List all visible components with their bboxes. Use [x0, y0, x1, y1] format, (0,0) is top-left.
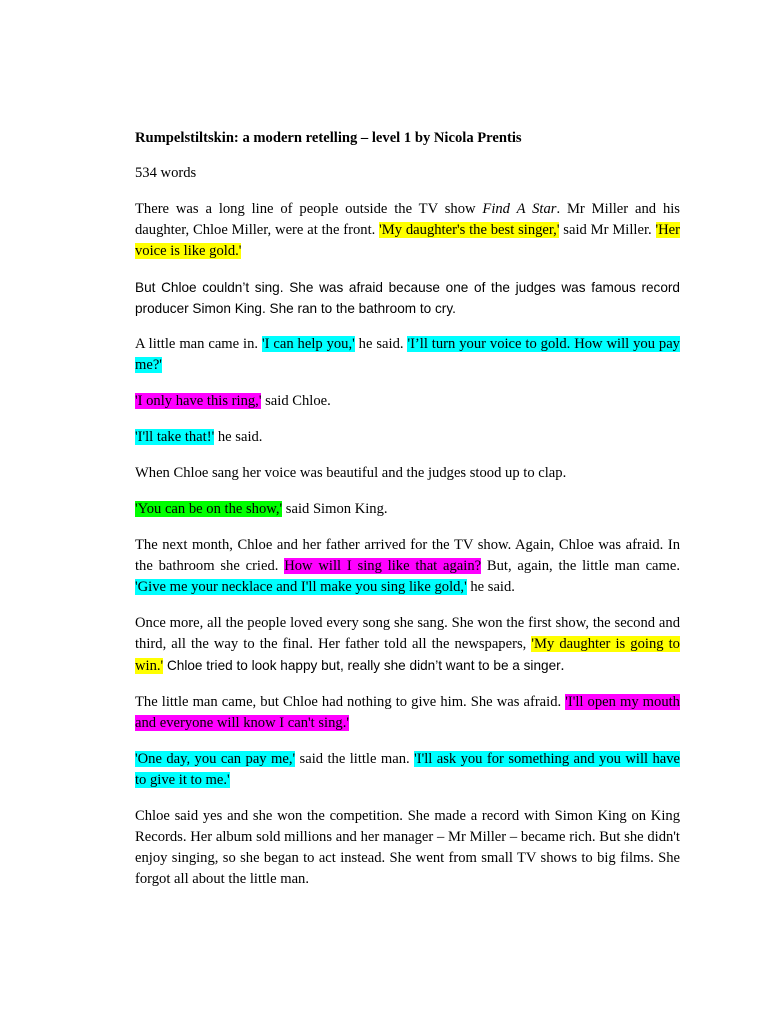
- text-segment: But, again, the little man came.: [481, 558, 681, 574]
- text-segment: Chloe said yes and she won the competition. She made a record with Simon King on King Records. Her album sold millions and her manager – Mr Miller – became rich. But she didn't enjoy singing, so she began to act instead. She went from small TV shows to big films. She forgot all about the little man.: [135, 808, 680, 887]
- text-segment: he said.: [466, 579, 515, 595]
- paragraph-7: [135, 499, 680, 520]
- text-segment: . Mr Miller and his daughter, Chloe Miller, were at the front.: [135, 201, 680, 238]
- highlight-cyan: 'I'll take that!': [135, 429, 215, 445]
- paragraph-4: [135, 391, 680, 412]
- highlight-magenta: How will I sing like that again?: [284, 558, 482, 574]
- highlight-magenta: 'I only have this ring,': [135, 393, 262, 409]
- highlight-cyan: 'I can help you,': [261, 336, 355, 352]
- text-segment: said Simon King.: [282, 501, 388, 517]
- paragraph-2: [135, 277, 680, 319]
- text-segment: But Chloe couldn’t sing. She was afraid because one of the judges was famous record producer Simon King. She ran to the bathroom to cry.: [135, 280, 680, 316]
- highlight-cyan: 'I'll ask you for something and you will have to give it to me.': [135, 751, 681, 788]
- highlight-cyan: 'One day, you can pay me,': [135, 751, 296, 767]
- paragraph-12: [135, 806, 680, 890]
- highlight-magenta: 'I'll open my mouth and everyone will know I can't sing.': [135, 694, 680, 731]
- highlight-cyan: 'I’ll turn your voice to gold. How will you pay me?': [135, 336, 680, 373]
- paragraph-3: [135, 334, 680, 376]
- paragraph-6: [135, 463, 680, 484]
- text-segment: .: [560, 658, 565, 674]
- text-segment: The little man came, but Chloe had nothing to give him. She was afraid.: [135, 694, 566, 710]
- paragraph-9: [135, 613, 680, 677]
- highlight-yellow: 'Her voice is like gold.': [135, 222, 681, 259]
- highlight-cyan: 'Give me your necklace and I'll make you sing like gold,': [135, 579, 467, 595]
- paragraph-5: [135, 427, 680, 448]
- text-segment: said Mr Miller.: [559, 222, 656, 238]
- show-title-italic: Find A Star: [482, 201, 557, 217]
- text-segment: he said.: [354, 336, 408, 352]
- paragraph-10: [135, 692, 680, 734]
- text-segment: A little man came in.: [135, 336, 262, 352]
- document-page: [135, 128, 680, 905]
- text-segment: said the little man.: [295, 751, 415, 767]
- text-segment: Chloe tried to look happy but, really she didn’t want to be a singer: [163, 658, 561, 673]
- paragraph-1: [135, 199, 680, 262]
- paragraph-8: [135, 535, 680, 598]
- word-count: 534 words: [135, 165, 197, 181]
- text-segment: Once more, all the people loved every song she sang. She won the first show, the second and third, all the way to the final. Her father told all the newspapers,: [135, 615, 680, 652]
- text-segment: There was a long line of people outside the TV show: [135, 201, 483, 217]
- text-segment: The next month, Chloe and her father arrived for the TV show. Again, Chloe was afraid. In the bathroom she cried.: [135, 537, 680, 574]
- highlight-yellow: 'My daughter is going to win.': [135, 636, 680, 674]
- highlight-yellow: 'My daughter's the best singer,': [379, 222, 560, 238]
- highlight-green: 'You can be on the show,': [135, 501, 283, 517]
- paragraph-11: [135, 749, 680, 791]
- text-segment: When Chloe sang her voice was beautiful and the judges stood up to clap.: [135, 465, 567, 481]
- document-title: Rumpelstiltskin: a modern retelling – level 1 by Nicola Prentis: [135, 130, 522, 146]
- text-segment: he said.: [214, 429, 263, 445]
- text-segment: said Chloe.: [261, 393, 331, 409]
